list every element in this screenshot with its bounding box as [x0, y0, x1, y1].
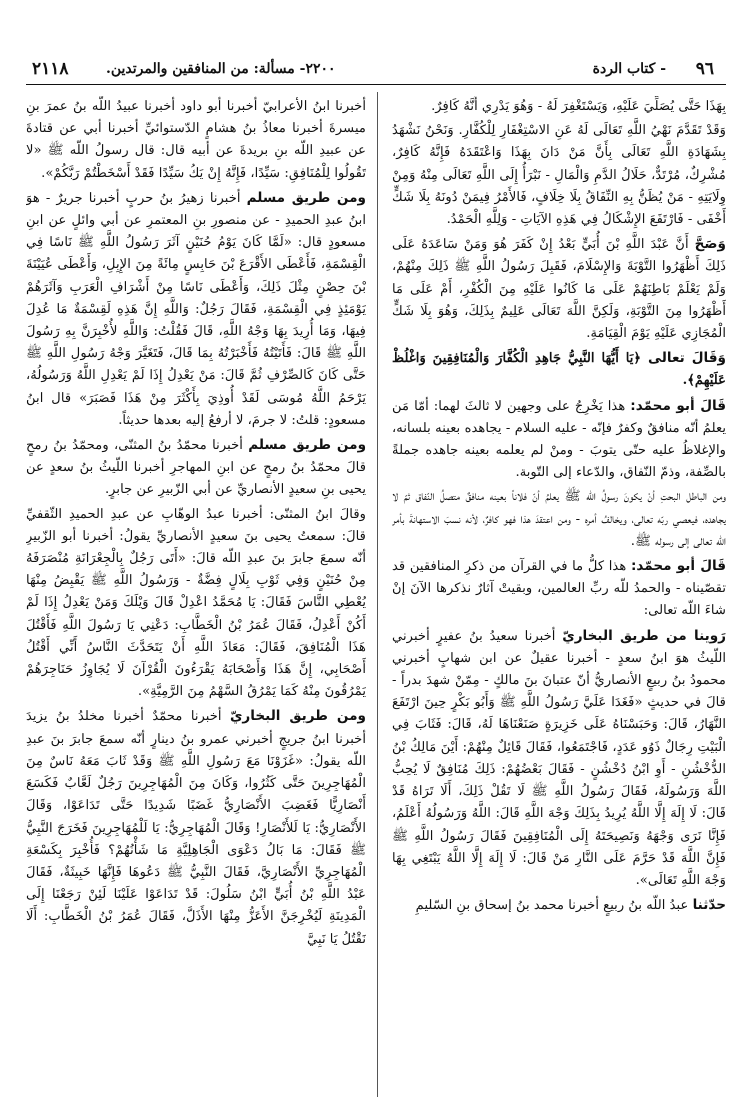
- right-page-number: ٩٦: [695, 59, 714, 79]
- paragraph: [392, 486, 726, 553]
- column-divider: [377, 92, 378, 1097]
- paragraph-text: بِهَذَا حَتَّى يُصَلِّيَ عَلَيْهِ، وَيَسْتَغْفِرَ لَهُ - وَهُوَ يَدْرِي أَنَّهُ كَافِرٌ.: [431, 99, 726, 114]
- paragraph-text: هذا يَخْرِجُ على وجهين لا ثالثَ لهما: أمّا مَن يعلمُ أنّه منافقٌ وكفرٌ فإنّه - عليه السلام - يجاهده بعينه بلسانه، والإغلاظُ عليه حتّى يتوبَ - ومنْ لم يعلمه بعينه جاهده جملةً بالصِّفة، وذمّ النّفاق، والدّعاء إلى التّوبة.: [392, 398, 726, 481]
- paragraph-lead: وَقَالَ تعالى: [648, 350, 726, 367]
- paragraph: [26, 504, 366, 704]
- paragraph: [392, 120, 726, 231]
- paragraph-text: أخبرنا محمّدُ بنُ المثنّى، ومحمّدُ بنُ رمحٍ قالَ محمّدُ بنُ رمحٍ عن ابنِ المهاجرِ أخبرنا اللّيثُ بنُ سعدٍ عن يحيى بنِ سعيدٍ الأنصاريِّ عن أبي الزّبيرِ عن جابرٍ.: [26, 438, 366, 498]
- paragraph-text: أخبرنا محمّدٌ أخبرنا مخلدُ بنُ يزيدَ أخبرنا ابنُ جريجٍ أخبرني عمرو بنُ دينارٍ أنّه سمعَ جابرَ بنَ عبدِ اللّه يقولُ: «غَزَوْنَا مَعَ رَسُولِ اللَّهِ ﷺ وَقَدْ ثَابَ مَعَهُ نَاسٌ مِنَ الْمُهَاجِرِينَ حَتَّى كَثُرُوا، وَكَانَ مِنَ الْمُهَاجِرِينَ رَجُلٌ لَعَّابٌ فَكَسَعَ أَنْصَارِيًّا فَغَضِبَ الأَنْصَارِيُّ غَضَبًا شَدِيدًا حَتَّى تَدَاعَوْا، وَقَالَ الأَنْصَارِيُّ: يَا لَلأَنْصَارِ! وَقَالَ الْمُهَاجِرِيُّ: يَا لَلْمُهَاجِرِينَ فَخَرَجَ النَّبِيُّ ﷺ فَقَالَ: مَا بَالُ دَعْوَى الْجَاهِلِيَّةِ مَا شَأْنُهُمْ؟ فَأُخْبِرَ بِكَسْعَةِ الْمُهَاجِرِيِّ الأَنْصَارِيَّ، فَقَالَ النَّبِيُّ ﷺ دَعُوهَا فَإِنَّهَا خَبِيثَةٌ، فَقَالَ عَبْدُ اللَّهِ بْنُ أُبَيٍّ ابْنُ سَلُولَ: قَدْ تَدَاعَوْا عَلَيْنَا لَئِنْ رَجَعْنَا إِلَى الْمَدِينَةِ لَيُخْرِجَنَّ الأَعَزُّ مِنْهَا الأَذَلَّ، فَقَالَ عُمَرُ بْنُ الْخَطَّابِ: أَلَا نَقْتُلُ يَا نَبِيَّ: [26, 709, 366, 947]
- paragraph-text: وَقَدْ تَقَدَّمَ نَهْيُ اللَّهِ تَعَالَى لَهُ عَنِ الاسْتِغْفَارِ لِلْكُفَّارِ. وَنَحْنُ نَشْهَدُ بِشَهَادَةِ اللَّهِ تَعَالَى بِأَنَّ مَنْ دَانَ بِهَذَا وَاعْتَقَدَهُ فَإِنَّهُ كَافِرٌ، مُشْرِكٌ، مُرْتَدٌّ، حَلَالُ الدَّمِ وَالْمَالِ - نَبْرَأُ إِلَى اللَّهِ تَعَالَى مِنْهُ وَمِنْ وِلَايَتِهِ - مَنْ يُظَنُّ بِهِ النِّفَاقُ بِلَا خِلَافٍ، فَالأَمْرُ فِيمَنْ دُونَهُ بِلَا شَكٍّ أَخْفَى - فَارْتَفَعَ الإِشْكَالُ فِي هَذِهِ الآيَاتِ - وَلِلَّهِ الْحَمْدُ.: [392, 123, 726, 228]
- paragraph: [392, 233, 726, 345]
- paragraph-text: وقالَ ابنُ المثنّى: أخبرنا عبدُ الوهّابِ عن عبدِ الحميدِ الثّقفيِّ قالَ: سمعتُ يحيى بنَ سعيدٍ الأنصاريِّ يقولُ: أخبرنا أبو الزّبيرِ أنّه سمعَ جابرَ بنَ عبدِ اللّه قالَ: «أَتَى رَجُلٌ بِالْجِعْرَانَةِ مُنْصَرَفَهُ مِنْ حُنَيْنٍ وَفِي ثَوْبِ بِلَالٍ فِضَّةٌ - وَرَسُولُ اللَّهِ ﷺ يَقْبِضُ مِنْهَا يُعْطِي النَّاسَ فَقَالَ: يَا مُحَمَّدُ اعْدِلْ قَالَ وَيْلَكَ وَمَنْ يَعْدِلُ إِذَا لَمْ أَكُنْ أَعْدِلُ، فَقَالَ عُمَرُ بْنُ الْخَطَّابِ: دَعْنِي يَا رَسُولَ اللَّهِ فَأَقْتُلَ هَذَا الْمُنَافِقَ، فَقَالَ: مَعَاذَ اللَّهِ أَنْ يَتَحَدَّثَ النَّاسُ أَنِّي أَقْتُلُ أَصْحَابِي، إِنَّ هَذَا وَأَصْحَابَهُ يَقْرَءُونَ الْقُرْآنَ لَا يُجَاوِزُ حَنَاجِرَهُمْ يَمْرُقُونَ مِنْهُ كَمَا يَمْرُقُ السَّهْمُ مِنَ الرَّمِيَّةِ».: [26, 506, 366, 700]
- page-header: [26, 55, 726, 85]
- paragraph-text: أخبرنا سعيدُ بنُ عفيرٍ أخبرني اللّيثُ هوَ ابنُ سعدٍ - أخبرنا عقيلٌ عن ابن شهابٍ أخبرني محمودُ بنُ ربيعٍ الأنصاريُّ أنّ عتبانَ بنَ مالكٍ - مِمّنْ شهدَ بدراً - قالَ في حديثٍ «فَغَدَا عَلَيَّ رَسُولُ اللَّهِ ﷺ وَأَبُو بَكْرٍ حِينَ ارْتَفَعَ النَّهَارُ، قَالَ: وَحَبَسْنَاهُ عَلَى خَزِيرَةٍ صَنَعْنَاهَا لَهُ، قَالَ: فَثَابَ فِي الْبَيْتِ رِجَالٌ ذَوُو عَدَدٍ، فَاجْتَمَعُوا، فَقَالَ قَائِلٌ مِنْهُمْ: أَيْنَ مَالِكُ بْنُ الدُّخْشُنِ - أَوِ ابْنُ دُخْشُنٍ - فَقَالَ بَعْضُهُمْ: ذَلِكَ مُنَافِقٌ لَا يُحِبُّ اللَّهَ وَرَسُولَهُ، فَقَالَ رَسُولُ اللَّهِ ﷺ لَا تَقُلْ ذَلِكَ، أَلَا تَرَاهُ قَدْ قَالَ: لَا إِلَهَ إِلَّا اللَّهُ يُرِيدُ بِذَلِكَ وَجْهَ اللَّهِ قَالَ: اللَّهُ وَرَسُولُهُ أَعْلَمُ، فَإِنَّا نَرَى وَجْهَهُ وَنَصِيحَتَهُ إِلَى الْمُنَافِقِينَ فَقَالَ رَسُولُ اللَّهِ ﷺ فَإِنَّ اللَّهَ قَدْ حَرَّمَ عَلَى النَّارِ مَنْ قَالَ: لَا إِلَهَ إِلَّا اللَّهُ يَبْتَغِي بِهَا وَجْهَ اللَّهِ تَعَالَى».: [392, 628, 726, 888]
- paragraph: [26, 705, 366, 950]
- paragraph-lead: قَالَ أبو محمّد:: [630, 397, 726, 414]
- paragraph: [392, 625, 726, 892]
- quran-quote: ﴿يَا أَيُّهَا النَّبِيُّ جَاهِدِ الْكُفَّارَ وَالْمُنَافِقِينَ وَاغْلُظْ عَلَيْهِمْ﴾.: [392, 351, 726, 389]
- paragraph: [26, 96, 366, 185]
- paragraph-text: ومن الباطل البحتِ أنْ يكونَ رسولُ اللّه ﷺ يعلمُ أنّ فلاناً بعينه منافقٌ متصلُ النّفاق ثمّ لا يجاهده، فيعصي ربّه تعالى، ويخالفُ أمره - ومن اعتقدَ هذا فهو كافرٌ، لأنه نسبَ الاستهانةَ بأمر اللّه تعالى إلى رسوله ﷺ.: [392, 489, 726, 549]
- paragraph-lead: وَصَحَّ: [694, 236, 726, 253]
- paragraph: [392, 555, 726, 623]
- paragraph-lead: ومن طريق مسلم: [248, 437, 366, 454]
- paragraph-lead: حدّثنا: [692, 897, 726, 914]
- paragraph: [26, 434, 366, 502]
- paragraph-text: أخبرنا زهيرُ بنُ حربٍ أخبرنا جريرٌ - هوَ ابنُ عبدِ الحميدِ - عن منصورِ بنِ المعتمرِ عن أبي وائلٍ عن ابنِ مسعودٍ قال: «لَمَّا كَانَ يَوْمُ حُنَيْنٍ آثَرَ رَسُولُ اللَّهِ ﷺ نَاسًا فِي الْقِسْمَةِ، فَأَعْطَى الأَقْرَعَ بْنَ حَابِسٍ مِائَةً مِنَ الإِبِلِ، وَأَعْطَى عُيَيْنَةَ بْنَ حِصْنٍ مِثْلَ ذَلِكَ، وَأَعْطَى نَاسًا مِنْ أَشْرَافِ الْعَرَبِ وَآثَرَهُمْ يَوْمَئِذٍ فِي الْقِسْمَةِ، فَقَالَ رَجُلٌ: وَاللَّهِ إِنَّ هَذِهِ لَقِسْمَةٌ مَا عُدِلَ فِيهَا، وَمَا أُرِيدَ بِهَا وَجْهُ اللَّهِ، قَالَ فَقُلْتُ: وَاللَّهِ لأُخْبِرَنَّ بِهِ رَسُولَ اللَّهِ ﷺ قَالَ: فَأَتَيْتُهُ فَأَخْبَرْتُهُ بِمَا قَالَ، فَتَغَيَّرَ وَجْهُ رَسُولِ اللَّهِ ﷺ حَتَّى كَانَ كَالصِّرْفِ ثُمَّ قَالَ: مَنْ يَعْدِلُ إِذَا لَمْ يَعْدِلِ اللَّهُ وَرَسُولُهُ، يَرْحَمُ اللَّهُ مُوسَى لَقَدْ أُوذِيَ بِأَكْثَرَ مِنْ هَذَا فَصَبَرَ» قال ابنُ مسعودٍ: قلتُ: لا جرمَ، لا أرفعُ إليه بعدها حديثاً.: [26, 190, 366, 428]
- paragraph-text: أَنَّ عَبْدَ اللَّهِ بْنَ أُبَيٍّ بَعْدُ إِنْ كَفَرَ هُوَ وَمَنْ سَاعَدَهُ عَلَى ذَلِكَ أَظْهَرُوا التَّوْبَةَ وَالإِسْلَامَ، فَقَبِلَ رَسُولُ اللَّهِ ﷺ ذَلِكَ مِنْهُمْ، وَلَمْ يَعْلَمْ بَاطِنَهُمْ عَلَى مَا كَانُوا عَلَيْهِ مِنَ الْكُفْرِ، أَمْ عَلَى مَا أَظْهَرُوا مِنَ التَّوْبَةِ، وَلَكِنَّ اللَّهَ تَعَالَى عَلِيمٌ بِذَلِكَ، وَهُوَ بِلَا شَكٍّ الْمُجَازِي عَلَيْهِ يَوْمَ الْقِيَامَةِ.: [392, 237, 726, 342]
- right-column: [392, 96, 726, 1100]
- paragraph-lead: ومن طريق مسلم: [246, 189, 366, 206]
- book-title: - كتاب الردة: [592, 61, 666, 77]
- paragraph: [26, 187, 366, 432]
- paragraph: [392, 96, 726, 118]
- paragraph-text: أخبرنا ابنُ الأعرابيّ أخبرنا أبو داود أخبرنا عبيدُ اللّه بنُ عمرَ بنِ ميسرةَ أخبرنا معاذُ بنُ هشامٍ الدّستوائيِّ أخبرنا أبي عن قتادةَ عن عبيدِ اللّه بنِ بريدةَ عن أبيه قال: قال رسولُ اللّه ﷺ «لا تَقُولُوا لِلْمُنَافِقِ: سَيِّدًا، فَإِنَّهُ إِنْ يَكُ سَيِّدًا فَقَدْ أَسْخَطْتُمْ رَبَّكُمْ».: [26, 99, 366, 181]
- paragraph: [392, 347, 726, 392]
- paragraph: [392, 894, 726, 917]
- paragraph: [392, 395, 726, 485]
- paragraph-lead: ومن طريق البخاريّ: [229, 708, 366, 725]
- paragraph-text: عبدُ اللّه بنُ ربيعٍ أخبرنا محمد بنُ إسحاق بنِ السّليمِ: [415, 898, 693, 914]
- section-title: ٢٢٠٠- مسألة: من المنافقين والمرتدين.: [106, 61, 336, 77]
- header-rule: [26, 84, 726, 85]
- left-page-number: ٢١١٨: [32, 59, 69, 79]
- paragraph-text: هذا كلُّ ما في القرآن من ذكرِ المنافقين قد تقصّيناه - والحمدُ للّه ربِّ العالمين، وبقيتْ آثارٌ نذكرها الآنَ إنْ شاءَ اللّه تعالى:: [392, 559, 726, 619]
- left-column: [26, 96, 366, 1100]
- paragraph-lead: قَالَ أبو محمّد:: [630, 558, 726, 575]
- paragraph-lead: رَوينا من طريق البخاريّ: [562, 627, 726, 644]
